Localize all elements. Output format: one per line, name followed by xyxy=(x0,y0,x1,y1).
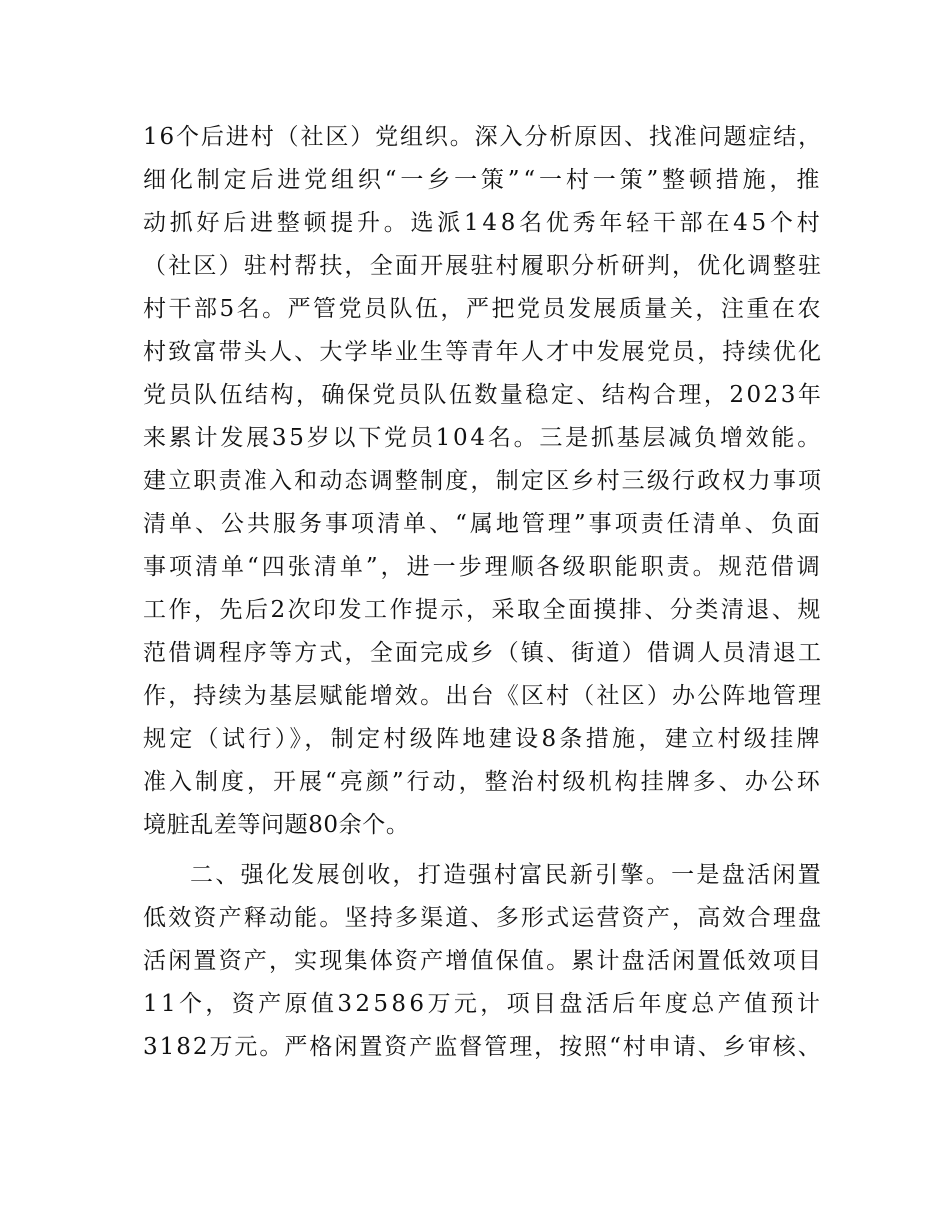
text-line: 事项清单“四张清单”，进一步理顺各级职能职责。规范借调 xyxy=(143,554,823,580)
text-line: 党员队伍结构，确保党员队伍数量稳定、结构合理，2023年 xyxy=(143,382,823,408)
text-line: 工作，先后2次印发工作提示，采取全面摸排、分类清退、规 xyxy=(143,597,823,623)
text-line: 范借调程序等方式，全面完成乡（镇、街道）借调人员清退工 xyxy=(143,640,823,666)
text-line: 3182万元。严格闲置资产监督管理，按照“村申请、乡审核、 xyxy=(143,1034,823,1060)
text-line: 来累计发展35岁以下党员104名。三是抓基层减负增效能。 xyxy=(143,425,823,451)
section-heading-line: 二、强化发展创收，打造强村富民新引擎。一是盘活闲置 xyxy=(190,862,823,888)
text-line: 准入制度，开展“亮颜”行动，整治村级机构挂牌多、办公环 xyxy=(143,769,823,795)
text-line: 村干部5名。严管党员队伍，严把党员发展质量关，注重在农 xyxy=(143,296,823,322)
text-line: 细化制定后进党组织“一乡一策”“一村一策”整顿措施，推 xyxy=(143,167,823,193)
text-line: 境脏乱差等问题80余个。 xyxy=(143,812,410,838)
text-line: 低效资产释动能。坚持多渠道、多形式运营资产，高效合理盘 xyxy=(143,905,823,931)
text-line: （社区）驻村帮扶，全面开展驻村履职分析研判，优化调整驻 xyxy=(143,253,823,279)
text-line: 11个，资产原值32586万元，项目盘活后年度总产值预计 xyxy=(143,991,823,1017)
text-line: 作，持续为基层赋能增效。出台《区村（社区）办公阵地管理 xyxy=(143,683,823,709)
text-line: 建立职责准入和动态调整制度，制定区乡村三级行政权力事项 xyxy=(143,468,823,494)
text-line: 动抓好后进整顿提升。选派148名优秀年轻干部在45个村 xyxy=(143,210,823,236)
text-line: 活闲置资产，实现集体资产增值保值。累计盘活闲置低效项目 xyxy=(143,948,823,974)
text-line: 16个后进村（社区）党组织。深入分析原因、找准问题症结， xyxy=(143,124,823,150)
text-line: 村致富带头人、大学毕业生等青年人才中发展党员，持续优化 xyxy=(143,339,823,365)
text-line: 规定（试行）》，制定村级阵地建设8条措施，建立村级挂牌 xyxy=(143,726,823,752)
text-line: 清单、公共服务事项清单、“属地管理”事项责任清单、负面 xyxy=(143,511,823,537)
